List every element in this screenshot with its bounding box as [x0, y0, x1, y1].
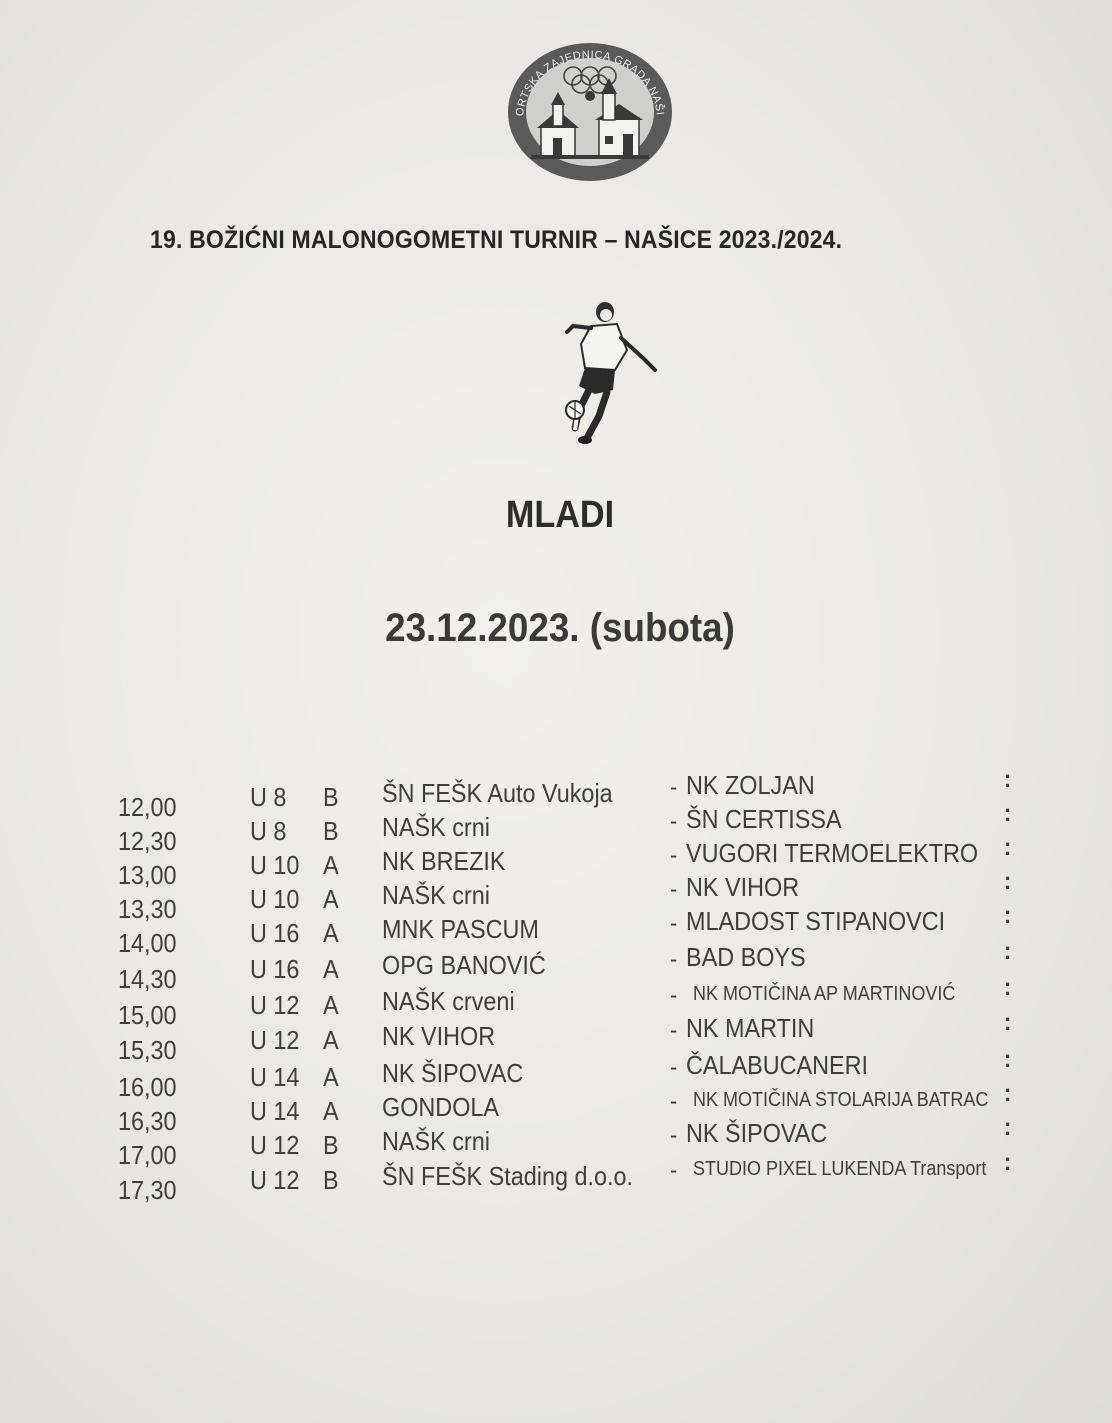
match-group: A	[323, 1096, 339, 1126]
match-separator: -	[670, 774, 678, 801]
match-age-group: U 12	[250, 1165, 300, 1195]
away-team: NK ŠIPOVAC	[686, 1118, 828, 1148]
match-age-group: U 12	[250, 990, 300, 1020]
home-team: MNK PASCUM	[382, 914, 539, 944]
home-team: NK BREZIK	[382, 846, 506, 876]
score-placeholder: :	[1004, 1009, 1012, 1036]
match-time: 14,30	[118, 964, 177, 994]
match-time: 17,30	[118, 1175, 177, 1205]
category-heading: MLADI	[505, 494, 615, 536]
home-team: NK VIHOR	[382, 1021, 496, 1051]
away-team: VUGORI TERMOELEKTRO	[686, 838, 979, 868]
score-placeholder: :	[1004, 766, 1012, 793]
match-time: 16,30	[118, 1106, 177, 1136]
match-group: A	[323, 990, 339, 1020]
match-time: 12,00	[118, 792, 177, 822]
score-placeholder: :	[1004, 1080, 1012, 1107]
match-time: 16,00	[118, 1072, 177, 1102]
match-separator: -	[670, 842, 678, 869]
score-placeholder: :	[1004, 974, 1012, 1001]
match-separator: -	[670, 876, 678, 903]
home-team: ŠN FEŠK Stading d.o.o.	[382, 1161, 634, 1191]
home-team: NAŠK crni	[382, 812, 490, 842]
match-time: 13,30	[118, 894, 177, 924]
match-separator: -	[670, 1088, 678, 1115]
match-time: 14,00	[118, 928, 177, 958]
date-heading: 23.12.2023. (subota)	[385, 606, 735, 650]
match-time: 13,00	[118, 860, 177, 890]
match-time: 12,30	[118, 826, 177, 856]
match-separator: -	[670, 982, 678, 1009]
match-age-group: U 12	[250, 1025, 300, 1055]
home-team: OPG BANOVIĆ	[382, 950, 546, 980]
match-time: 15,00	[118, 1000, 177, 1030]
match-separator: -	[670, 1054, 678, 1081]
away-team: STUDIO PIXEL LUKENDA Transport	[693, 1158, 987, 1180]
away-team: ČALABUCANERI	[686, 1050, 869, 1080]
match-group: B	[323, 816, 339, 846]
match-age-group: U 10	[250, 884, 300, 914]
score-placeholder: :	[1004, 938, 1012, 965]
match-separator: -	[670, 1017, 678, 1044]
match-group: B	[323, 782, 339, 812]
score-placeholder: :	[1004, 1149, 1012, 1176]
away-team: MLADOST STIPANOVCI	[686, 906, 946, 936]
score-placeholder: :	[1004, 1114, 1012, 1141]
match-separator: -	[670, 910, 678, 937]
score-placeholder: :	[1004, 1046, 1012, 1073]
away-team: NK MOTIČINA STOLARIJA BATRAC	[693, 1089, 989, 1111]
away-team: NK VIHOR	[686, 872, 800, 902]
home-team: NAŠK crni	[382, 880, 490, 910]
home-team: ŠN FEŠK Auto Vukoja	[382, 778, 613, 808]
score-placeholder: :	[1004, 868, 1012, 895]
away-team: NK MOTIČINA AP MARTINOVIĆ	[693, 983, 956, 1005]
away-team: BAD BOYS	[686, 942, 806, 972]
match-group: A	[323, 954, 339, 984]
score-placeholder: :	[1004, 834, 1012, 861]
match-group: A	[323, 1062, 339, 1092]
match-age-group: U 10	[250, 850, 300, 880]
home-team: NK ŠIPOVAC	[382, 1058, 524, 1088]
score-placeholder: :	[1004, 800, 1012, 827]
home-team: NAŠK crveni	[382, 986, 515, 1016]
match-group: A	[323, 1025, 339, 1055]
match-separator: -	[670, 808, 678, 835]
match-separator: -	[670, 1157, 678, 1184]
match-separator: -	[670, 946, 678, 973]
match-age-group: U 16	[250, 954, 300, 984]
match-group: A	[323, 918, 339, 948]
away-team: NK MARTIN	[686, 1013, 815, 1043]
match-age-group: U 8	[250, 782, 287, 812]
match-time: 17,00	[118, 1140, 177, 1170]
logo-ring-text: ORTSKA ZAJEDNICA GRADA NAŠI	[514, 48, 666, 117]
match-time: 15,30	[118, 1035, 177, 1065]
match-group: B	[323, 1130, 339, 1160]
match-age-group: U 8	[250, 816, 287, 846]
home-team: NAŠK crni	[382, 1126, 490, 1156]
score-placeholder: :	[1004, 902, 1012, 929]
home-team: GONDOLA	[382, 1092, 500, 1122]
away-team: NK ZOLJAN	[686, 770, 815, 800]
away-team: ŠN CERTISSA	[686, 804, 842, 834]
match-group: A	[323, 850, 339, 880]
match-age-group: U 14	[250, 1096, 300, 1126]
match-age-group: U 12	[250, 1130, 300, 1160]
match-age-group: U 14	[250, 1062, 300, 1092]
match-age-group: U 16	[250, 918, 300, 948]
tournament-title: 19. BOŽIĆNI MALONOGOMETNI TURNIR – NAŠICE 2023./2024.	[150, 226, 843, 254]
match-separator: -	[670, 1122, 678, 1149]
match-group: A	[323, 884, 339, 914]
match-group: B	[323, 1165, 339, 1195]
